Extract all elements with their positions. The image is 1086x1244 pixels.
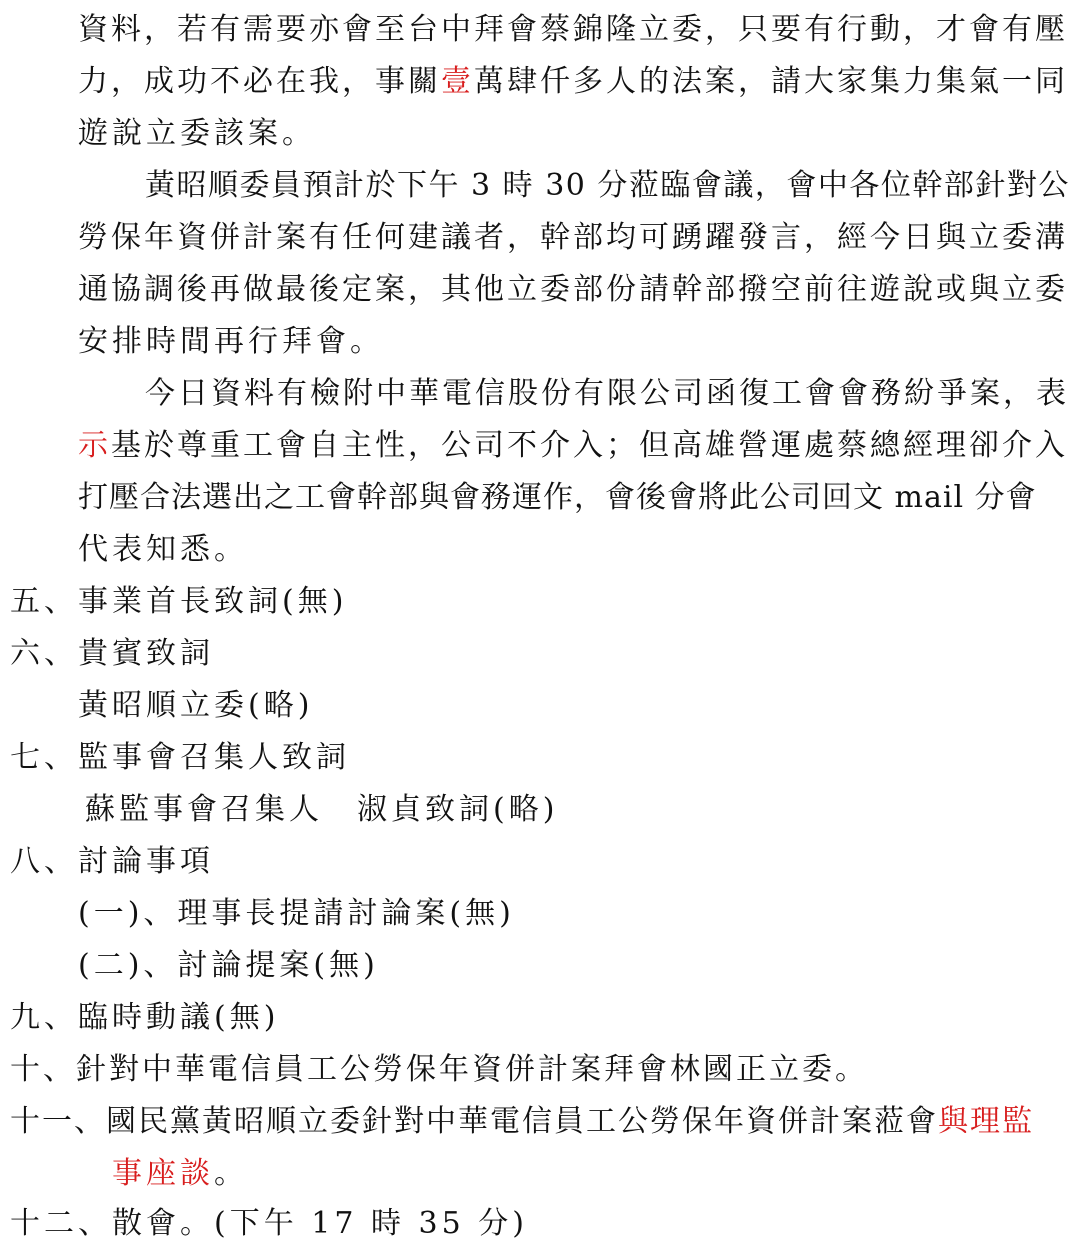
para2-line2: 勞保年資併計案有任何建議者，幹部均可踴躍發言，經今日與立委溝 bbox=[78, 220, 1068, 255]
item-10: 十、針對中華電信員工公勞保年資併計案拜會林國正立委。 bbox=[10, 1052, 868, 1087]
para3-line1: 今日資料有檢附中華電信股份有限公司函復工會會務紛爭案，表 bbox=[145, 376, 1069, 411]
item-12: 十二、散會。(下午 17 時 35 分) bbox=[10, 1206, 528, 1241]
item-6-sub: 黃昭順立委(略) bbox=[78, 688, 314, 723]
red-highlight: 與理監 bbox=[938, 1104, 1034, 1139]
item-9: 九、臨時動議(無) bbox=[10, 1000, 280, 1035]
item-7: 七、監事會召集人致詞 bbox=[10, 740, 350, 775]
para3-line3: 打壓合法選出之工會幹部與會務運作，會後會將此公司回文 mail 分會 bbox=[78, 480, 1037, 515]
item-8-sub1: (一)、理事長提請討論案(無) bbox=[78, 896, 515, 931]
para2-line4: 安排時間再行拜會。 bbox=[78, 324, 384, 359]
para1-line3: 遊說立委該案。 bbox=[78, 116, 316, 151]
red-highlight: 示 bbox=[78, 428, 111, 463]
item-5: 五、事業首長致詞(無) bbox=[10, 584, 348, 619]
item-11-cont: 事座談。 bbox=[112, 1156, 248, 1191]
para2-line3: 通協調後再做最後定案，其他立委部份請幹部撥空前往遊說或與立委 bbox=[78, 272, 1068, 307]
item-11: 十一、國民黨黃昭順立委針對中華電信員工公勞保年資併計案蒞會與理監 bbox=[10, 1104, 1034, 1139]
para1-line1: 資料，若有需要亦會至台中拜會蔡錦隆立委，只要有行動，才會有壓 bbox=[78, 12, 1068, 47]
para3-line2: 示基於尊重工會自主性，公司不介入；但高雄營運處蔡總經理卻介入 bbox=[78, 428, 1068, 463]
item-6: 六、貴賓致詞 bbox=[10, 636, 214, 671]
para1-line2: 力，成功不必在我，事關壹萬肆仟多人的法案，請大家集力集氣一同 bbox=[78, 64, 1068, 99]
item-8: 八、討論事項 bbox=[10, 844, 214, 879]
red-highlight: 壹 bbox=[441, 64, 474, 99]
para2-line1: 黃昭順委員預計於下午 3 時 30 分蒞臨會議，會中各位幹部針對公 bbox=[145, 168, 1070, 203]
item-8-sub2: (二)、討論提案(無) bbox=[78, 948, 379, 983]
para3-line4: 代表知悉。 bbox=[78, 532, 248, 567]
red-highlight: 事座談 bbox=[112, 1156, 214, 1191]
item-7-sub: 蘇監事會召集人 淑貞致詞(略) bbox=[85, 792, 559, 827]
